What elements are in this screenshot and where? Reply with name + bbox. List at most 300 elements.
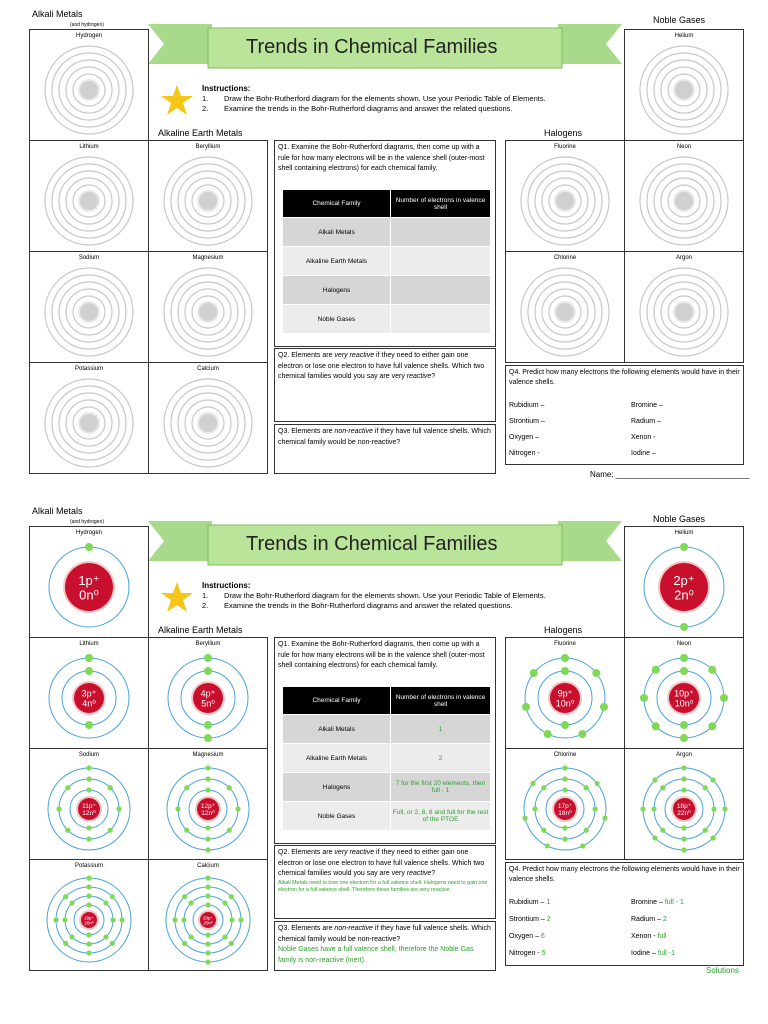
q4-item: Iodine –: [631, 450, 656, 457]
element-label: Argon: [675, 255, 692, 261]
alkaline-earth-heading: Alkaline Earth Metals: [158, 128, 243, 138]
element-label: Lithium: [79, 641, 99, 647]
bohr-svg: [30, 650, 148, 748]
blank-atom-diagram: [625, 264, 743, 362]
instruction-step-1: Draw the Bohr-Rutherford diagram for the elements shown. Use your Periodic Table of Elements.: [224, 94, 546, 103]
q4-item: Xenon - full: [631, 933, 667, 940]
electron: [652, 835, 657, 840]
electron: [86, 787, 91, 792]
question-1-text: Q1. Examine the Bohr-Rutherford diagrams, then come up with a rule for how many electrons will be in the valence shell (outer-most shell containing electrons) for each chemical family.: [278, 144, 485, 172]
nucleus: [79, 302, 99, 322]
noble-gases-heading: Noble Gases: [653, 514, 706, 524]
electron: [172, 917, 177, 922]
bohr-diagram-sodium: [30, 761, 148, 859]
electron: [205, 776, 210, 781]
element-label: Chlorine: [553, 255, 577, 261]
element-label: Hydrogen: [75, 530, 102, 536]
electron: [108, 785, 113, 790]
electron: [85, 721, 93, 729]
electron: [110, 941, 115, 946]
bohr-diagram-helium: [625, 539, 743, 637]
electron: [205, 787, 210, 792]
question-4-box: [505, 365, 744, 465]
cell-beryllium: [148, 637, 268, 749]
bohr-svg: [625, 761, 743, 859]
cell-helium: [624, 526, 744, 638]
electron: [86, 875, 91, 880]
cell-helium: [624, 29, 744, 141]
electron: [86, 941, 91, 946]
electron: [85, 543, 93, 551]
bohr-diagram-lithium: [30, 650, 148, 748]
electron: [722, 806, 727, 811]
element-label: Helium: [674, 33, 694, 39]
proton-count: 12p⁺: [200, 803, 216, 811]
instruction-step-2: Examine the trends in the Bohr-Rutherford diagrams and answer the related questions.: [224, 104, 513, 113]
electron: [184, 828, 189, 833]
cell-neon: [624, 140, 744, 252]
blank-atom-diagram: [30, 42, 148, 140]
table-row: Halogens: [283, 276, 491, 305]
q4-item: Strontium – 2: [509, 916, 551, 923]
electron: [65, 785, 70, 790]
electron: [188, 934, 193, 939]
electron: [204, 654, 212, 662]
cell-lithium: [29, 140, 149, 252]
proton-count: 10p⁺: [674, 688, 694, 699]
col-header-electrons: Number of electrons in valence shell: [391, 687, 491, 715]
cell-hydrogen: [29, 526, 149, 638]
electron: [711, 806, 716, 811]
electron: [56, 806, 61, 811]
blank-atom-diagram: [30, 264, 148, 362]
electron: [660, 828, 665, 833]
proton-count: 18p⁺: [676, 803, 692, 811]
electron: [205, 765, 210, 770]
electron: [561, 667, 569, 675]
blank-atom-diagram: [625, 42, 743, 140]
nucleus: [198, 413, 218, 433]
solutions-label: Solutions: [706, 966, 739, 975]
electron: [204, 721, 212, 729]
element-label: Neon: [676, 641, 692, 647]
blank-atom-diagram: [625, 153, 743, 251]
nucleus: [79, 413, 99, 433]
cell-potassium: [29, 859, 149, 971]
electron: [119, 917, 124, 922]
electron: [235, 806, 240, 811]
element-label: Sodium: [78, 752, 100, 758]
table-row: Noble Gases Full, or 2, 8, 8 and full for the rest of the PTOE: [283, 802, 491, 831]
cell-magnesium: [148, 748, 268, 860]
cell-argon: [624, 251, 744, 363]
element-label: Beryllium: [195, 641, 221, 647]
q4-item: Radium –: [631, 418, 661, 425]
question-3-box: Q3. Elements are non-reactive if they have full valence shells. Which chemical family would be non-reactive?: [274, 424, 496, 474]
electron: [562, 765, 567, 770]
bohr-diagram-fluorine: [506, 650, 624, 748]
q4-item: Oxygen –: [509, 434, 539, 441]
bohr-diagram-calcium: [149, 872, 267, 970]
electron: [222, 934, 227, 939]
electron: [229, 917, 234, 922]
electron: [681, 787, 686, 792]
q4-item: Rubidium – 1: [509, 899, 551, 906]
electron: [640, 694, 648, 702]
bohr-svg: [149, 650, 267, 748]
halogens-heading: Halogens: [544, 128, 583, 138]
electron: [600, 703, 608, 711]
electron: [703, 828, 708, 833]
instructions: Instructions: 1. Draw the Bohr-Rutherford diagram for the elements shown. Use your Periodic Table of Elements. 2. Examine the trends in the Bohr-Rutherford diagrams and answer the related questions.: [202, 581, 546, 610]
element-label: Calcium: [197, 366, 219, 372]
blank-rings: [30, 153, 148, 251]
electron: [681, 825, 686, 830]
element-label: Fluorine: [554, 144, 576, 150]
electron: [530, 669, 538, 677]
electron: [85, 654, 93, 662]
electron: [660, 785, 665, 790]
q4-item: Bromine –: [631, 402, 663, 409]
instructions: Instructions: 1. Draw the Bohr-Rutherford diagram for the elements shown. Use your Periodic Table of Elements. 2. Examine the trends in the Bohr-Rutherford diagrams and answer the related questions.: [202, 84, 546, 113]
col-header-family: Chemical Family: [283, 190, 391, 218]
table-row: Halogens 7 for the first 20 elements, then full - 1: [283, 773, 491, 802]
electron: [65, 828, 70, 833]
nucleus: [79, 191, 99, 211]
electron: [578, 730, 586, 738]
instruction-step-2: Examine the trends in the Bohr-Rutherford diagrams and answer the related questions.: [224, 601, 513, 610]
instruction-step-1: Draw the Bohr-Rutherford diagram for the elements shown. Use your Periodic Table of Elements.: [224, 591, 546, 600]
element-label: Helium: [674, 530, 694, 536]
banner-title: Trends in Chemical Families: [246, 36, 498, 58]
electron: [205, 902, 210, 907]
electron: [86, 950, 91, 955]
electron: [602, 816, 607, 821]
proton-count: 1p⁺: [78, 573, 100, 589]
bohr-svg: [506, 761, 624, 859]
electron: [116, 806, 121, 811]
element-label: Potassium: [74, 863, 103, 869]
cell-sodium: [29, 251, 149, 363]
electron: [86, 836, 91, 841]
element-label: Magnesium: [192, 752, 224, 758]
electron: [541, 828, 546, 833]
blank-rings: [30, 42, 148, 140]
q4-item: Rubidium –: [509, 402, 545, 409]
electron: [86, 893, 91, 898]
electron: [541, 785, 546, 790]
q4-item: Strontium –: [509, 418, 545, 425]
electron: [205, 893, 210, 898]
electron: [103, 900, 108, 905]
element-label: Fluorine: [554, 641, 576, 647]
table-row: Alkali Metals: [283, 218, 491, 247]
q4-item: Radium – 2: [631, 916, 667, 923]
question-1-text: Q1. Examine the Bohr-Rutherford diagrams, then come up with a rule for how many electrons will be in the valence shell (outer-most shell containing electrons) for each chemical family.: [278, 641, 485, 669]
banner-title: Trends in Chemical Families: [246, 533, 498, 555]
blank-atom-diagram: [506, 153, 624, 251]
bohr-svg: [625, 650, 743, 748]
q4-item: Oxygen – 6: [509, 933, 545, 940]
electron: [703, 785, 708, 790]
electron: [710, 777, 715, 782]
neutron-count: 2n⁰: [674, 587, 694, 603]
electron: [561, 654, 569, 662]
electron: [594, 781, 599, 786]
cell-neon: [624, 637, 744, 749]
cell-beryllium: [148, 140, 268, 252]
electron: [522, 703, 530, 711]
blank-rings: [30, 264, 148, 362]
nucleus: [555, 302, 575, 322]
nucleus: [674, 302, 694, 322]
element-label: Calcium: [197, 863, 219, 869]
table-row: Alkali Metals 1: [283, 715, 491, 744]
electron: [584, 785, 589, 790]
electron: [205, 825, 210, 830]
electron: [681, 836, 686, 841]
electron: [188, 900, 193, 905]
question-2-answer: Alkali Metals need to lose one electron for a full valence shell. Halogens need to gain one electron for a full valence shell. Therefore these families are very reactive.: [278, 879, 488, 893]
electron: [184, 785, 189, 790]
proton-count: 3p⁺: [81, 688, 97, 699]
table-row: Noble Gases: [283, 305, 491, 334]
element-label: Chlorine: [553, 752, 577, 758]
cell-fluorine: [505, 637, 625, 749]
alkali-metals-heading: Alkali Metals: [32, 9, 83, 19]
electron: [182, 894, 187, 899]
electron: [182, 941, 187, 946]
q4-item: Nitrogen - 5: [509, 950, 546, 957]
electron: [652, 666, 660, 674]
element-label: Sodium: [78, 255, 100, 261]
proton-count: 9p⁺: [557, 688, 573, 699]
table-row: Alkaline Earth Metals 2: [283, 744, 491, 773]
cell-chlorine: [505, 251, 625, 363]
alkaline-earth-heading: Alkaline Earth Metals: [158, 625, 243, 635]
electron: [175, 806, 180, 811]
cell-calcium: [148, 362, 268, 474]
blank-rings: [149, 264, 267, 362]
table-row: Alkaline Earth Metals: [283, 247, 491, 276]
electron: [205, 950, 210, 955]
electron: [204, 667, 212, 675]
cell-lithium: [29, 637, 149, 749]
electron: [86, 932, 91, 937]
bohr-diagram-chlorine: [506, 761, 624, 859]
electron: [680, 543, 688, 551]
electron: [227, 785, 232, 790]
electron: [205, 875, 210, 880]
halogens-heading: Halogens: [544, 625, 583, 635]
electron: [86, 776, 91, 781]
bohr-diagram-potassium: [30, 872, 148, 970]
alkali-metals-heading: Alkali Metals: [32, 506, 83, 516]
nucleus: [555, 191, 575, 211]
question-4-text: Q4. Predict how many electrons the following elements would have in their valence shells.: [509, 866, 740, 883]
question-3-answer: Noble Gases have a full valence shell, therefore the Noble Gas family is non-reactive (inert).: [278, 946, 474, 964]
cell-sodium: [29, 748, 149, 860]
blank-atom-diagram: [506, 264, 624, 362]
electron: [545, 843, 550, 848]
neutron-count: 10n⁰: [555, 698, 575, 709]
electron: [681, 765, 686, 770]
electron: [86, 902, 91, 907]
electron: [532, 806, 537, 811]
electron: [204, 734, 212, 742]
neutron-count: 4n⁰: [82, 698, 96, 709]
noble-gases-heading: Noble Gases: [653, 15, 706, 25]
proton-count: 17p⁺: [557, 803, 573, 811]
blank-rings: [625, 42, 743, 140]
blank-rings: [30, 375, 148, 473]
electron: [680, 667, 688, 675]
electron: [181, 917, 186, 922]
blank-rings: [149, 153, 267, 251]
electron: [222, 900, 227, 905]
electron: [205, 884, 210, 889]
bohr-diagram-hydrogen: [30, 539, 148, 637]
bohr-diagram-argon: [625, 761, 743, 859]
neutron-count: 12n⁰: [201, 810, 215, 818]
blank-rings: [625, 264, 743, 362]
element-label: Hydrogen: [75, 33, 102, 39]
nucleus: [198, 302, 218, 322]
q4-item: Bromine – full - 1: [631, 899, 684, 906]
bohr-svg: [149, 872, 267, 970]
electron: [720, 694, 728, 702]
electron: [205, 847, 210, 852]
blank-rings: [625, 153, 743, 251]
neutron-count: 10n⁰: [674, 698, 694, 709]
bohr-svg: [30, 761, 148, 859]
q4-item: Iodine – full -1: [631, 950, 675, 957]
electron: [63, 941, 68, 946]
bohr-diagram-neon: [625, 650, 743, 748]
star-icon: [160, 84, 194, 118]
bohr-svg: [149, 761, 267, 859]
bohr-svg: [30, 872, 148, 970]
neutron-count: 18n⁰: [558, 810, 572, 818]
question-4-text: Q4. Predict how many electrons the following elements would have in their valence shells.: [509, 369, 740, 386]
electron: [227, 828, 232, 833]
electron: [710, 835, 715, 840]
electron: [63, 894, 68, 899]
electron: [110, 917, 115, 922]
neutron-count: 22n⁰: [677, 810, 691, 818]
name-field[interactable]: Name: ______________________________: [590, 470, 750, 479]
proton-count: 20p⁺: [203, 915, 213, 921]
electron: [229, 894, 234, 899]
electron: [680, 721, 688, 729]
valence-table: [282, 686, 491, 831]
q4-item: Xenon -: [631, 434, 656, 441]
nucleus: [674, 80, 694, 100]
valence-table: [282, 189, 491, 334]
electron: [681, 776, 686, 781]
electron: [562, 787, 567, 792]
electron: [205, 959, 210, 964]
electron: [86, 825, 91, 830]
electron: [205, 941, 210, 946]
element-label: Lithium: [79, 144, 99, 150]
electron: [580, 843, 585, 848]
element-label: Potassium: [74, 366, 103, 372]
electron: [562, 825, 567, 830]
cell-potassium: [29, 362, 149, 474]
bohr-svg: [506, 650, 624, 748]
cell-calcium: [148, 859, 268, 971]
electron: [708, 722, 716, 730]
element-label: Beryllium: [195, 144, 221, 150]
electron: [584, 828, 589, 833]
element-label: Magnesium: [192, 255, 224, 261]
electron: [69, 900, 74, 905]
electron: [652, 777, 657, 782]
alkali-metals-subheading: (and hydrogen): [70, 519, 104, 525]
electron: [108, 828, 113, 833]
electron: [681, 847, 686, 852]
question-3-box: Q3. Elements are non-reactive if they have full valence shells. Which chemical family would be non-reactive? Noble Gases have a full valence shell, therefore the Noble Gas family is non-reactive (inert).: [274, 921, 496, 971]
electron: [62, 917, 67, 922]
blank-atom-diagram: [149, 153, 267, 251]
electron: [708, 666, 716, 674]
proton-count: 19p⁺: [84, 915, 94, 921]
alkali-metals-subheading: (and hydrogen): [70, 22, 104, 28]
electron: [522, 816, 527, 821]
question-2-box: Q2. Elements are very reactive if they need to either gain one electron or lose one electron to have full valence shells. Which two chemical families would you say are very reactive?: [274, 348, 496, 422]
blank-rings: [506, 264, 624, 362]
blank-atom-diagram: [30, 153, 148, 251]
element-label: Neon: [676, 144, 692, 150]
nucleus: [79, 80, 99, 100]
cell-fluorine: [505, 140, 625, 252]
electron: [229, 941, 234, 946]
electron: [561, 721, 569, 729]
electron: [238, 917, 243, 922]
electron: [69, 934, 74, 939]
electron: [592, 806, 597, 811]
bohr-diagram-magnesium: [149, 761, 267, 859]
element-label: Argon: [675, 752, 692, 758]
electron: [205, 932, 210, 937]
cell-argon: [624, 748, 744, 860]
neutron-count: 20n⁰: [203, 920, 213, 926]
electron: [652, 722, 660, 730]
electron: [205, 836, 210, 841]
blank-rings: [149, 375, 267, 473]
proton-count: 4p⁺: [200, 688, 216, 699]
neutron-count: 0n⁰: [79, 587, 99, 603]
electron: [680, 623, 688, 631]
proton-count: 11p⁺: [82, 803, 96, 811]
bohr-svg: [30, 539, 148, 637]
neutron-count: 5n⁰: [201, 698, 215, 709]
electron: [680, 654, 688, 662]
cell-hydrogen: [29, 29, 149, 141]
electron: [562, 776, 567, 781]
instructions-title: Instructions:: [202, 84, 251, 93]
neutron-count: 20n⁰: [84, 920, 94, 926]
electron: [110, 894, 115, 899]
col-header-family: Chemical Family: [283, 687, 391, 715]
instructions-title: Instructions:: [202, 581, 251, 590]
bohr-diagram-beryllium: [149, 650, 267, 748]
electron: [53, 917, 58, 922]
cell-magnesium: [148, 251, 268, 363]
star-icon: [160, 581, 194, 615]
blank-atom-diagram: [149, 264, 267, 362]
